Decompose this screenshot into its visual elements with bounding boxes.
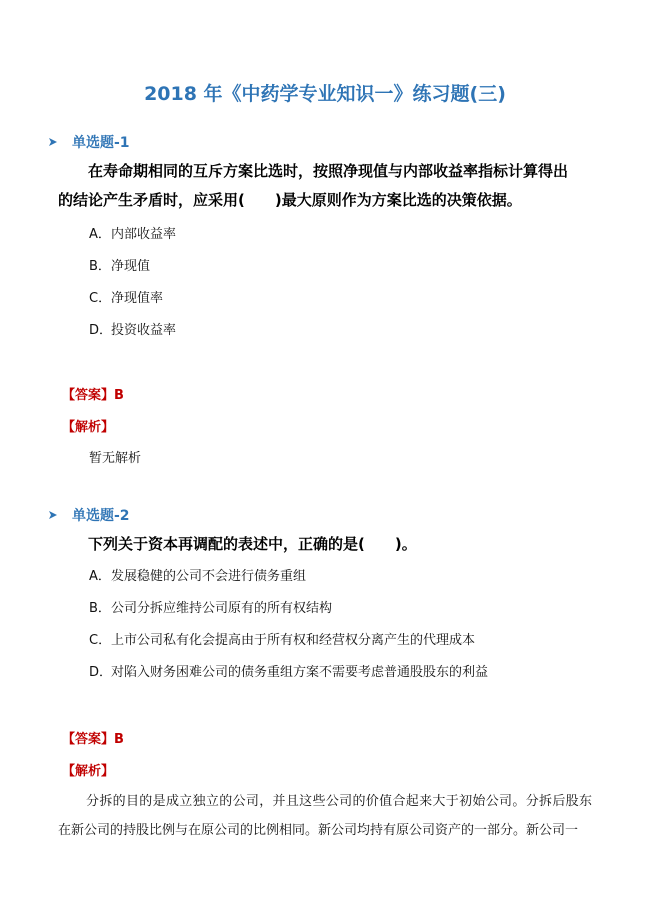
question-2-option-c	[89, 631, 475, 651]
option-letter: D．	[89, 323, 113, 338]
arrow-bullet-icon	[48, 137, 58, 147]
option-letter: B．	[89, 601, 111, 616]
option-text: 公司分拆应维持公司原有的所有权结构	[111, 601, 333, 616]
question-1-option-d	[89, 321, 176, 341]
document-title: 2018 年《中药学专业知识一》练习题(三)	[144, 83, 506, 105]
question-1-stem	[58, 157, 598, 215]
question-1-stem-line2: 的结论产生矛盾时，应采用( )最大原则作为方案比选的决策依据。	[58, 191, 522, 209]
question-2-option-d	[89, 663, 488, 683]
question-1-option-c	[89, 289, 163, 309]
question-2-option-a	[89, 567, 306, 587]
option-text: 内部收益率	[111, 227, 177, 242]
question-2-option-b	[89, 599, 332, 619]
option-text: 投资收益率	[111, 323, 177, 338]
option-letter: A．	[89, 569, 111, 584]
option-text: 净现值率	[111, 291, 164, 306]
question-1-analysis-text: 暂无解析	[89, 451, 142, 466]
question-2-analysis-text: 分拆的目的是成立独立的公司，并且这些公司的价值合起来大于初始公司。分拆后股东在新公司的持股比例与在原公司的比例相同。新公司均持有原公司资产的一部分。新公司一	[58, 794, 592, 838]
option-text: 发展稳健的公司不会进行债务重组	[111, 569, 307, 584]
option-text: 上市公司私有化会提高由于所有权和经营权分离产生的代理成本	[111, 633, 476, 648]
question-1-label: 单选题-1	[72, 135, 130, 151]
question-1-option-a	[89, 225, 176, 245]
option-text: 对陷入财务困难公司的债务重组方案不需要考虑普通股股东的利益	[111, 665, 489, 680]
option-letter: C．	[89, 291, 112, 306]
question-2-stem-line1: 下列关于资本再调配的表述中，正确的是( )。	[88, 535, 417, 553]
question-2-stem	[58, 530, 598, 559]
question-1-option-b	[89, 257, 150, 277]
question-1-stem-line1: 在寿命期相同的互斥方案比选时，按照净现值与内部收益率指标计算得出	[88, 162, 569, 180]
question-1-answer: 【答案】B	[62, 388, 124, 403]
question-2-label: 单选题-2	[72, 508, 130, 524]
option-letter: C．	[89, 633, 112, 648]
question-2-analysis-label: 【解析】	[62, 764, 115, 779]
question-1-header	[48, 131, 130, 153]
question-1-analysis-label: 【解析】	[62, 420, 115, 435]
option-letter: A．	[89, 227, 111, 242]
question-2-header	[48, 504, 130, 526]
option-text: 净现值	[111, 259, 151, 274]
arrow-bullet-icon	[48, 510, 58, 520]
option-letter: D．	[89, 665, 113, 680]
question-2-answer: 【答案】B	[62, 732, 124, 747]
option-letter: B．	[89, 259, 111, 274]
